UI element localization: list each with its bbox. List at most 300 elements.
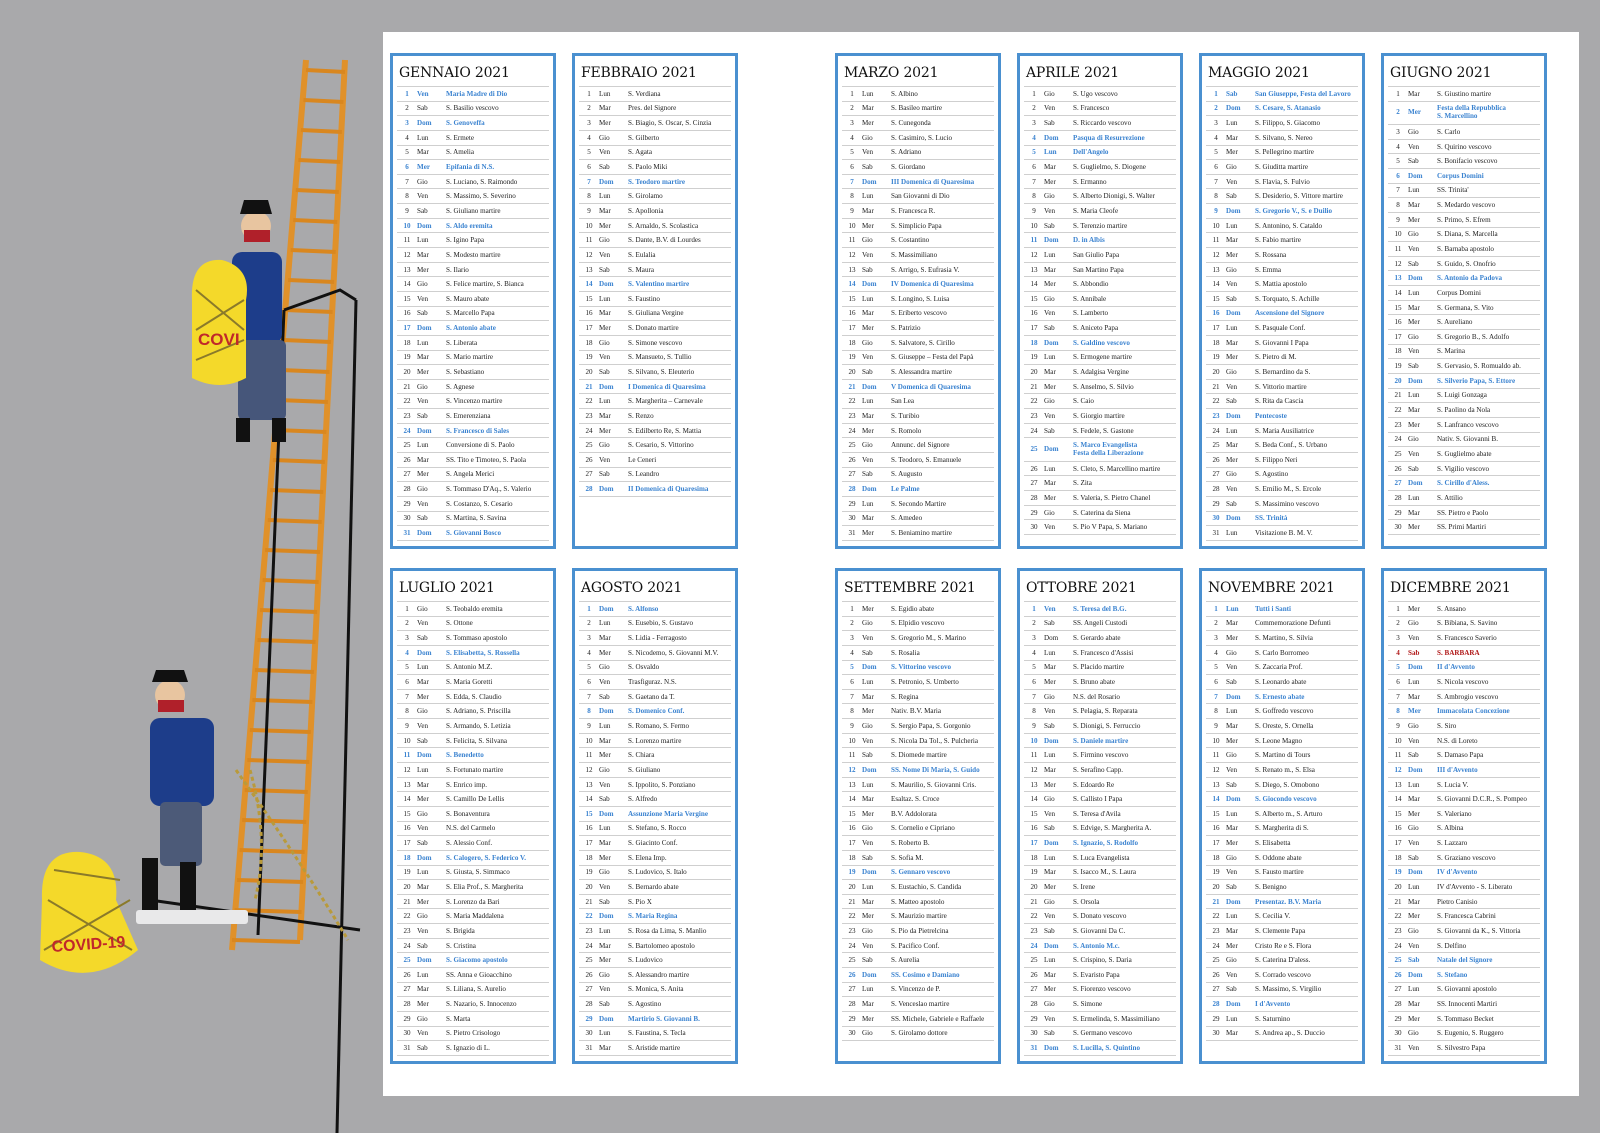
day-number: 10 [585,736,593,745]
weekday: Sab [1226,985,1237,994]
day-number: 7 [850,692,854,701]
day-number: 25 [1030,444,1038,453]
day-row [1206,394,1358,409]
day-number: 26 [1212,455,1220,464]
saint-name: SS. Cosimo e Damiano [891,970,960,979]
weekday: Mer [1226,634,1238,643]
day-number: 14 [585,280,593,289]
weekday: Mar [1408,508,1420,517]
saint-name: S. Lorenzo da Bari [446,897,500,906]
day-row [397,1041,549,1056]
saint-name: S. Francesca R. [891,206,936,215]
day-row [1388,909,1540,924]
weekday: Mar [1408,897,1420,906]
saint-name: S. Gregorio V., S. e Duilio [1255,206,1333,215]
day-row [842,189,994,204]
weekday: Mar [862,897,874,906]
weekday: Sab [1044,824,1055,833]
weekday: Sab [1408,751,1419,760]
weekday: Dom [599,1014,614,1023]
saint-name: SS. Michele, Gabriele e Raffaele [891,1014,985,1023]
weekday: Ven [1044,809,1056,818]
day-number: 5 [587,148,591,157]
weekday: Mer [862,604,874,613]
weekday: Lun [862,780,874,789]
saint-name: S. Francesco Saverio [1437,634,1497,643]
weekday: Dom [1044,338,1059,347]
day-number: 19 [585,353,593,362]
weekday: Mar [1226,1029,1238,1038]
weekday: Ven [1226,663,1238,672]
day-number: 25 [1030,956,1038,965]
saint-name: S. Guglielmo abate [1437,449,1492,458]
weekday: Gio [1226,265,1237,274]
day-row [579,997,731,1012]
day-row [579,160,731,175]
weekday: Lun [599,397,611,406]
saint-name: S. Martino, S. Silvia [1255,634,1313,643]
day-number: 17 [848,839,856,848]
weekday: Ven [1044,707,1056,716]
saint-name: S. Felicita, S. Silvana [446,736,508,745]
day-number: 23 [585,926,593,935]
saint-name: S. Casimiro, S. Lucio [891,133,953,142]
weekday: Ven [599,353,611,362]
day-number: 26 [848,455,856,464]
weekday: Dom [1044,444,1059,453]
day-row [397,424,549,439]
day-row [1388,836,1540,851]
saint-name: S. Carlo [1437,127,1461,136]
day-number: 17 [1030,324,1038,333]
weekday: Lun [1044,853,1056,862]
day-number: 1 [1214,89,1218,98]
weekday: Ven [417,192,429,201]
saint-name: S. Rosa da Lima, S. Manlio [628,926,707,935]
saint-name: S. Teodoro martire [628,177,686,186]
weekday: Ven [1408,245,1420,253]
saint-name: S. Siro [1437,721,1457,730]
day-number: 7 [1214,177,1218,186]
weekday: Ven [1408,449,1420,458]
day-row [1024,409,1176,424]
weekday: Lun [862,678,874,687]
day-row [1206,453,1358,468]
day-row [397,175,549,190]
weekday: Dom [417,119,432,128]
day-number: 3 [405,119,409,128]
saint-name: S. Dionigi, S. Ferruccio [1073,721,1141,730]
weekday: Gio [1408,1029,1419,1038]
day-number: 19 [1030,868,1038,877]
saint-name: S. Cesare, S. Atanasio [1255,104,1321,113]
day-number: 14 [403,795,411,804]
weekday: Mar [599,411,611,420]
weekday: Lun [599,192,611,201]
day-row [1388,491,1540,506]
day-number: 11 [585,751,593,760]
weekday: Gio [1226,470,1237,479]
day-row [579,968,731,983]
weekday: Ven [862,634,874,643]
weekday: Sab [417,634,428,643]
day-number: 22 [585,397,593,406]
saint-name: S. Quirino vescovo [1437,142,1492,151]
weekday: Mar [1226,133,1238,142]
weekday: Dom [1408,171,1423,180]
day-row [1024,189,1176,204]
day-row [397,866,549,881]
saint-name: S. Francesco di Sales [446,426,510,435]
day-number: 19 [848,353,856,362]
day-row [1024,953,1176,968]
day-row [579,1027,731,1042]
day-number: 15 [585,809,593,818]
saint-name: S. Eulalia [628,250,656,259]
weekday: Mer [417,897,429,906]
weekday: Sab [1044,119,1055,128]
day-row [1206,526,1358,541]
weekday: Mar [599,309,611,318]
day-number: 21 [848,897,856,906]
weekday: Gio [417,280,428,289]
saint-name: S. Andrea ap., S. Duccio [1255,1029,1325,1038]
day-row [1206,617,1358,632]
weekday: Mar [1044,663,1056,672]
weekday: Ven [1226,485,1238,494]
saint-name: S. Nicola Da Tol., S. Pulcheria [891,736,979,745]
saint-name: S. Massimiliano [891,250,938,259]
saint-name: S. Beda Conf., S. Urbano [1255,441,1328,450]
day-number: 3 [850,634,854,643]
saint-name: S. Maurizio martire [891,912,947,921]
day-number: 24 [1030,426,1038,435]
saint-name: S. Simone [1073,1000,1103,1009]
day-row [1206,778,1358,793]
saint-name: N.S. di Loreto [1437,736,1478,745]
day-number: 1 [1396,604,1400,613]
weekday: Sab [1408,259,1419,268]
day-number: 13 [848,780,856,789]
day-row [579,468,731,483]
saint-name: S. Francesco [1073,104,1110,113]
saint-name: SS. Innocenti Martiri [1437,1000,1498,1009]
saint-name: N.S. del Carmelo [446,824,496,833]
day-number: 10 [1394,736,1402,745]
day-row [1024,734,1176,749]
saint-name: S. Vigilio vescovo [1437,464,1490,473]
day-number: 3 [1032,119,1036,128]
saint-name: S. Filippo Neri [1255,455,1298,464]
saint-name: S. Ottone [446,619,473,628]
day-number: 15 [585,294,593,303]
day-row [842,734,994,749]
saint-name: S. Costanzo, S. Cesario [446,499,513,508]
weekday: Dom [1044,736,1059,745]
weekday: Gio [1408,824,1419,833]
day-number: 16 [1212,824,1220,833]
month-title: SETTEMBRE 2021 [844,580,976,596]
saint-name: S. Antonino, S. Cataldo [1255,221,1323,230]
weekday: Sab [417,411,428,420]
day-row [397,380,549,395]
day-list [842,86,994,541]
saint-name: S. Cecilia V. [1255,912,1291,921]
day-number: 21 [1030,382,1038,391]
weekday: Ven [417,721,429,730]
day-row [397,763,549,778]
saint-name: S. Attilio [1437,493,1463,502]
day-row [842,909,994,924]
day-number: 13 [1394,274,1402,283]
day-number: 2 [1032,104,1036,113]
day-number: 4 [587,133,591,142]
weekday: Mar [862,1000,874,1009]
saint-name: S. Edda, S. Claudio [446,692,502,701]
weekday: Mar [1408,692,1420,701]
day-row [1388,520,1540,535]
day-row [397,336,549,351]
day-row [1206,704,1358,719]
day-number: 6 [405,163,409,172]
day-row [1388,242,1540,257]
day-row [397,939,549,954]
weekday: Lun [599,1029,611,1038]
weekday: Dom [1044,839,1059,848]
day-number: 2 [1032,619,1036,628]
day-row [1388,1041,1540,1056]
day-row [397,468,549,483]
day-row [579,394,731,409]
day-number: 2 [850,104,854,113]
weekday: Mar [417,985,429,994]
day-number: 27 [1030,479,1038,488]
saint-name: S. Longino, S. Luisa [891,294,950,303]
weekday: Dom [599,912,614,921]
day-row [397,953,549,968]
weekday: Mer [599,324,611,333]
illustration [0,0,390,1133]
day-number: 10 [1394,230,1402,239]
saint-name: III d'Avvento [1437,765,1478,774]
weekday: Lun [862,192,874,201]
day-row [1206,675,1358,690]
day-row [1206,792,1358,807]
day-row [397,602,549,617]
day-row [1024,102,1176,117]
day-number: 2 [405,619,409,628]
saint-name: S. Graziano vescovo [1437,853,1496,862]
day-number: 22 [1394,406,1402,415]
saint-name: S. Camillo De Lellis [446,795,505,804]
saint-name: S. Bruno abate [1073,678,1115,687]
day-row [579,866,731,881]
day-number: 8 [1214,707,1218,716]
day-row [842,880,994,895]
day-number: 12 [848,765,856,774]
saint-name: S. Venceslao martire [891,1000,950,1009]
day-row [842,617,994,632]
weekday: Gio [1226,956,1237,965]
saint-name: S. Paolino da Nola [1437,406,1491,415]
day-number: 6 [850,678,854,687]
day-number: 14 [1212,795,1220,804]
weekday: Gio [417,912,428,921]
day-number: 22 [1212,397,1220,406]
saint-name: S. Amedeo [891,514,923,523]
saint-name: Trasfiguraz. N.S. [628,678,677,687]
day-row [842,175,994,190]
day-row [842,983,994,998]
weekday: Mar [1226,619,1238,628]
weekday: Lun [417,133,429,142]
day-row [1388,763,1540,778]
weekday: Sab [1226,882,1237,891]
day-row [842,468,994,483]
weekday: Mer [1044,678,1056,687]
saint-name: S. Simone vescovo [628,338,683,347]
saint-name: S. Massimo, S. Severino [446,192,516,201]
weekday: Gio [599,441,610,450]
day-row [1206,175,1358,190]
day-number: 8 [405,707,409,716]
weekday: Lun [417,663,429,672]
weekday: Ven [1044,104,1056,113]
day-number: 25 [1212,441,1220,450]
day-number: 21 [585,382,593,391]
weekday: Mer [1044,382,1056,391]
day-row [1388,719,1540,734]
day-row [1024,836,1176,851]
saint-name: Conversione di S. Paolo [446,441,515,450]
month-maggio [1199,53,1365,549]
saint-name: S. Aurelia [891,956,920,965]
weekday: Ven [599,985,611,994]
weekday: Ven [599,148,611,157]
saint-name: S. Pelagia, S. Reparata [1073,707,1138,716]
weekday: Mar [862,104,874,113]
day-number: 23 [403,926,411,935]
day-row [1206,204,1358,219]
day-number: 18 [585,338,593,347]
day-row [397,617,549,632]
weekday: Mar [417,455,429,464]
day-number: 17 [585,839,593,848]
saint-name: S. Maria Maddalena [446,912,504,921]
day-row [579,292,731,307]
saint-name: S. Ermanno [1073,177,1107,186]
weekday: Gio [417,177,428,186]
day-row [579,690,731,705]
day-row [397,1027,549,1042]
day-row [842,131,994,146]
day-number: 5 [1396,663,1400,672]
day-row [842,409,994,424]
weekday: Dom [1408,970,1423,979]
weekday: Mar [599,104,611,113]
day-row [579,204,731,219]
weekday: Sab [862,470,873,479]
saint-name: S. Giacomo apostolo [446,956,508,965]
saint-name: Esaltaz. S. Croce [891,795,940,804]
day-number: 12 [1212,250,1220,259]
day-row [1388,748,1540,763]
month-gennaio [390,53,556,549]
day-row [842,719,994,734]
day-number: 26 [403,970,411,979]
weekday: Lun [1044,353,1056,362]
day-number: 24 [1212,426,1220,435]
saint-name: S. Marina [1437,347,1465,356]
saint-name: S. Rossana [1255,250,1287,259]
day-row [397,704,549,719]
day-number: 1 [1396,89,1400,98]
day-number: 4 [1214,648,1218,657]
weekday: Ven [862,941,874,950]
saint-name: Martirio S. Giovanni B. [628,1014,700,1023]
weekday: Mer [417,265,429,274]
saint-name: S. Alessandra martire [891,367,952,376]
weekday: Ven [1408,941,1420,950]
weekday: Mer [1408,215,1420,224]
month-title: LUGLIO 2021 [399,580,495,596]
day-row [579,424,731,439]
day-row [397,497,549,512]
day-number: 29 [1394,508,1402,517]
saint-name: S. Girolamo dottore [891,1029,948,1038]
day-number: 9 [587,206,591,215]
day-row [397,394,549,409]
saint-name: S. Lucia V. [1437,780,1469,789]
day-number: 18 [1030,853,1038,862]
saint-name: S. Callisto I Papa [1073,795,1123,804]
day-number: 21 [1030,897,1038,906]
day-number: 27 [1212,985,1220,994]
day-row [579,87,731,102]
day-number: 1 [405,604,409,613]
day-row [1206,292,1358,307]
day-number: 2 [1214,104,1218,113]
day-row [1024,646,1176,661]
day-number: 7 [587,692,591,701]
weekday: Mar [862,692,874,701]
saint-name: S. Giuliano martire [446,206,501,215]
day-row [842,895,994,910]
day-row [842,968,994,983]
day-number: 28 [1212,1000,1220,1009]
day-list [397,86,549,541]
day-number: 26 [848,970,856,979]
day-number: 12 [585,250,593,259]
weekday: Mer [599,426,611,435]
saint-name: S. Corrado vescovo [1255,970,1311,979]
day-number: 3 [1396,127,1400,136]
weekday: Dom [1044,634,1059,643]
saint-name: Maria Madre di Dio [446,89,508,98]
saint-name: S. Cristina [446,941,476,950]
day-row [1388,301,1540,316]
saint-name: S. Marta [446,1014,471,1023]
saint-name: S. Armando, S. Letizia [446,721,511,730]
day-number: 12 [1394,765,1402,774]
day-number: 7 [1396,692,1400,701]
weekday: Sab [1408,362,1419,371]
day-row [842,248,994,263]
weekday: Gio [862,236,873,245]
day-row [1206,734,1358,749]
saint-name: S. Giuditta martire [1255,163,1308,172]
weekday: Lun [1408,678,1420,687]
